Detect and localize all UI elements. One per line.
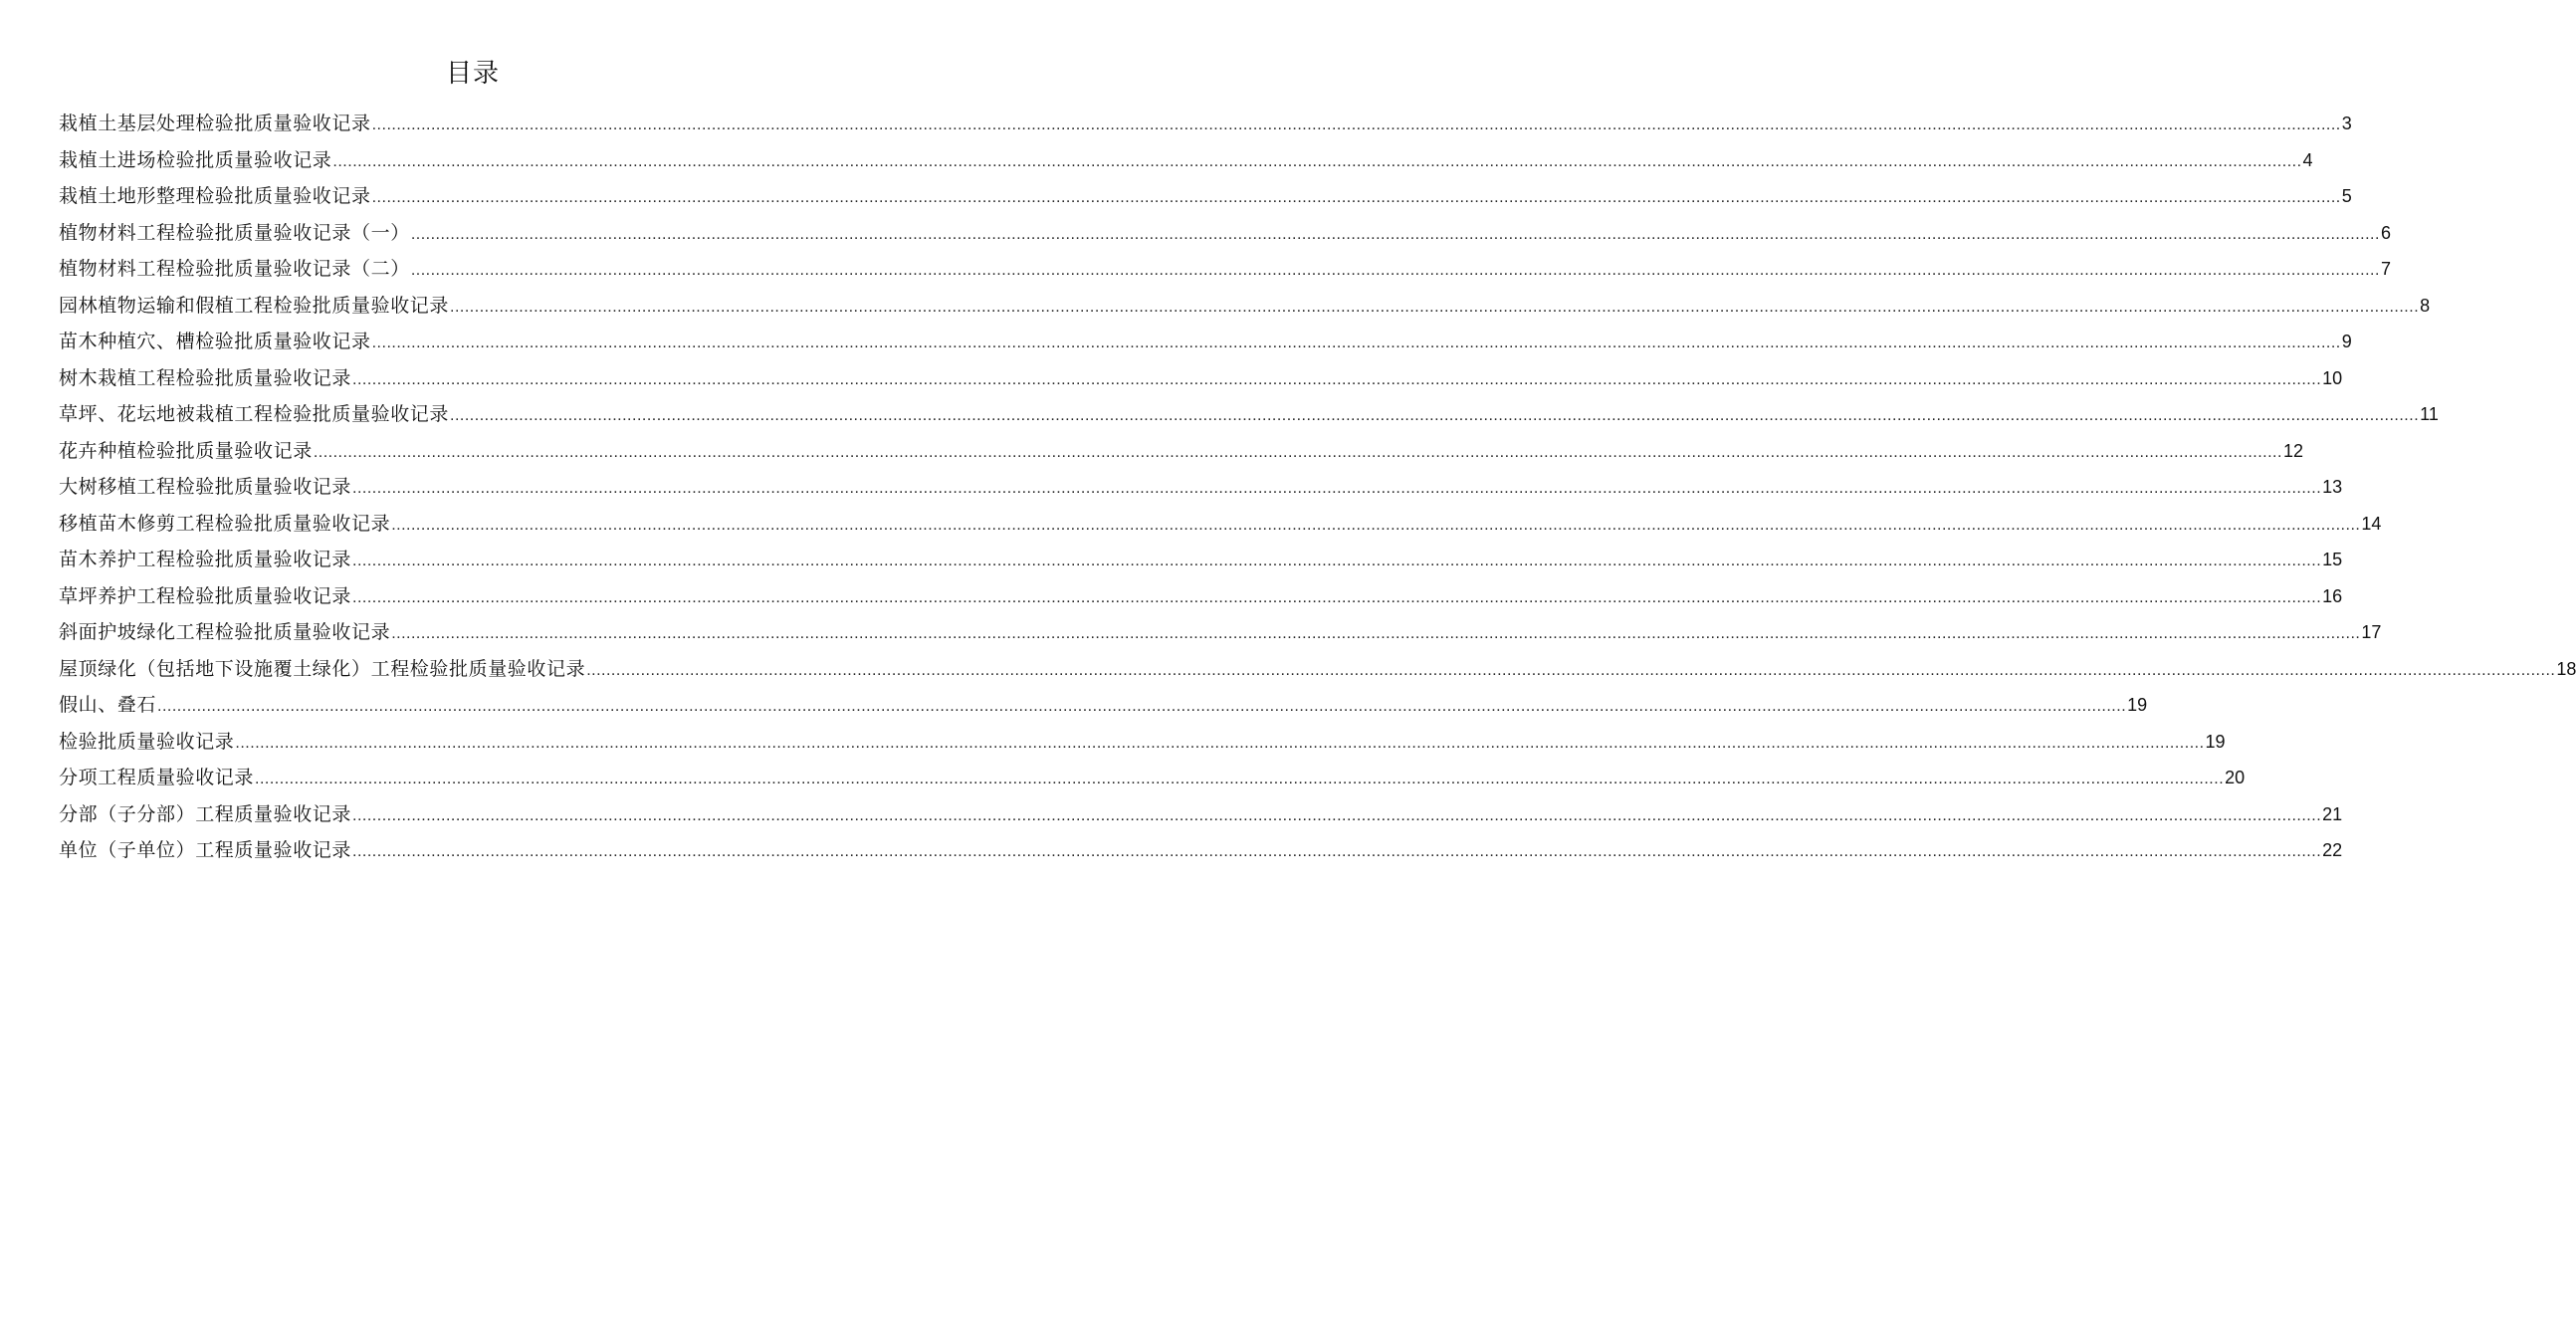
toc-entry-title: 检验批质量验收记录 <box>59 730 235 753</box>
toc-entry[interactable] <box>59 251 2391 288</box>
toc-page-number: 9 <box>2341 332 2352 351</box>
toc-dot-leader: ................................................................................................................................................................................................................................................................................................................................................................................................................ <box>313 443 2282 461</box>
toc-entry-title: 园林植物运输和假植工程检验批质量验收记录 <box>59 294 450 317</box>
toc-dot-leader: ................................................................................................................................................................................................................................................................................................................................................................................................................ <box>371 189 2341 206</box>
toc-entry-title: 花卉种植检验批质量验收记录 <box>59 439 313 462</box>
toc-page-number: 15 <box>2322 550 2343 569</box>
toc-entry-title: 树木栽植工程检验批质量验收记录 <box>59 366 352 389</box>
toc-entry[interactable] <box>59 578 2343 615</box>
toc-entry[interactable] <box>59 469 2343 506</box>
toc-entry[interactable] <box>59 288 2431 325</box>
toc-entry[interactable] <box>59 760 2246 796</box>
toc-page-number: 16 <box>2322 585 2343 606</box>
toc-dot-leader: ................................................................................................................................................................................................................................................................................................................................................................................................................ <box>586 661 2556 679</box>
toc-entry[interactable] <box>59 542 2343 578</box>
toc-entry-title: 苗木养护工程检验批质量验收记录 <box>59 549 352 570</box>
toc-entry[interactable] <box>59 324 2352 360</box>
toc-entry-title: 植物材料工程检验批质量验收记录（二） <box>59 258 410 280</box>
toc-entry-title: 分部（子分部）工程质量验收记录 <box>59 802 352 825</box>
toc-dot-leader: ................................................................................................................................................................................................................................................................................................................................................................................................................ <box>450 407 2420 424</box>
toc-entry-title: 栽植土进场检验批质量验收记录 <box>59 148 332 171</box>
toc-page-number: 8 <box>2420 295 2431 316</box>
toc-dot-leader: ................................................................................................................................................................................................................................................................................................................................................................................................................ <box>352 553 2322 569</box>
toc-entry[interactable] <box>59 142 2313 179</box>
toc-entry-title: 假山、叠石 <box>59 694 157 716</box>
toc-entry-title: 分项工程质量验收记录 <box>59 767 255 788</box>
toc-dot-leader: ................................................................................................................................................................................................................................................................................................................................................................................................................ <box>352 843 2322 860</box>
toc-entry-title: 栽植土基层处理检验批质量验收记录 <box>59 112 371 134</box>
toc-page-number: 17 <box>2361 622 2382 642</box>
toc-dot-leader: ................................................................................................................................................................................................................................................................................................................................................................................................................ <box>352 480 2322 497</box>
toc-title: 目录 <box>445 59 500 89</box>
toc-entry[interactable] <box>59 215 2391 252</box>
toc-entry-title: 草坪、花坛地被栽植工程检验批质量验收记录 <box>59 403 450 425</box>
toc-entry[interactable] <box>59 106 2352 142</box>
toc-page-number: 13 <box>2322 477 2343 497</box>
toc-entry-title: 大树移植工程检验批质量验收记录 <box>59 476 352 498</box>
toc-entry-title: 斜面护坡绿化工程检验批质量验收记录 <box>59 621 391 643</box>
toc-entry[interactable] <box>59 651 2576 688</box>
toc-page-number: 18 <box>2556 658 2576 679</box>
toc-page-number: 7 <box>2380 259 2391 279</box>
toc-entry-title: 移植苗木修剪工程检验批质量验收记录 <box>59 512 391 535</box>
toc-dot-leader: ................................................................................................................................................................................................................................................................................................................................................................................................................ <box>235 734 2205 752</box>
toc-dot-leader: ................................................................................................................................................................................................................................................................................................................................................................................................................ <box>255 771 2225 787</box>
toc-page-number: 20 <box>2225 768 2246 787</box>
toc-page-number: 19 <box>2205 731 2226 752</box>
toc-dot-leader: ................................................................................................................................................................................................................................................................................................................................................................................................................ <box>157 698 2127 715</box>
toc-dot-leader: ................................................................................................................................................................................................................................................................................................................................................................................................................ <box>391 625 2361 642</box>
toc-page-number: 12 <box>2282 440 2303 461</box>
toc-entry-title: 草坪养护工程检验批质量验收记录 <box>59 584 352 607</box>
toc-page-number: 3 <box>2341 113 2352 133</box>
toc-entry-title: 植物材料工程检验批质量验收记录（一） <box>59 221 410 244</box>
toc-entry[interactable] <box>59 433 2303 470</box>
toc-page-number: 19 <box>2127 695 2148 715</box>
toc-entry-title: 屋顶绿化（包括地下设施覆土绿化）工程检验批质量验收记录 <box>59 657 586 680</box>
toc-entry[interactable] <box>59 796 2343 833</box>
toc-entry[interactable] <box>59 724 2226 761</box>
toc-entry[interactable] <box>59 687 2148 724</box>
toc-entry-title: 苗木种植穴、槽检验批质量验收记录 <box>59 331 371 352</box>
toc-entry[interactable] <box>59 832 2343 869</box>
toc-dot-leader: ................................................................................................................................................................................................................................................................................................................................................................................................................ <box>332 152 2302 170</box>
toc-dot-leader: ................................................................................................................................................................................................................................................................................................................................................................................................................ <box>410 225 2380 243</box>
toc-dot-leader: ................................................................................................................................................................................................................................................................................................................................................................................................................ <box>450 298 2420 316</box>
toc-dot-leader: ................................................................................................................................................................................................................................................................................................................................................................................................................ <box>371 334 2341 351</box>
toc-entry[interactable] <box>59 360 2343 397</box>
toc-entry[interactable] <box>59 178 2352 215</box>
toc-page-number: 10 <box>2322 367 2343 388</box>
toc-entry[interactable] <box>59 396 2439 433</box>
toc-page-number: 6 <box>2380 222 2391 243</box>
toc-page-number: 14 <box>2361 513 2382 534</box>
toc-page-number: 5 <box>2341 186 2352 206</box>
toc-dot-leader: ................................................................................................................................................................................................................................................................................................................................................................................................................ <box>410 262 2380 279</box>
toc-page-number: 11 <box>2420 404 2439 424</box>
toc-page-number: 21 <box>2322 803 2343 824</box>
toc-dot-leader: ................................................................................................................................................................................................................................................................................................................................................................................................................ <box>352 370 2322 388</box>
toc-dot-leader: ................................................................................................................................................................................................................................................................................................................................................................................................................ <box>371 116 2341 133</box>
toc-page-number: 4 <box>2302 149 2313 170</box>
toc-dot-leader: ................................................................................................................................................................................................................................................................................................................................................................................................................ <box>352 806 2322 824</box>
table-of-contents <box>59 106 2576 869</box>
toc-page-number: 22 <box>2322 840 2343 860</box>
toc-entry-title: 单位（子单位）工程质量验收记录 <box>59 839 352 861</box>
toc-entry[interactable] <box>59 506 2382 543</box>
toc-dot-leader: ................................................................................................................................................................................................................................................................................................................................................................................................................ <box>391 516 2361 534</box>
toc-entry-title: 栽植土地形整理检验批质量验收记录 <box>59 185 371 207</box>
toc-dot-leader: ................................................................................................................................................................................................................................................................................................................................................................................................................ <box>352 588 2322 606</box>
toc-entry[interactable] <box>59 614 2382 651</box>
